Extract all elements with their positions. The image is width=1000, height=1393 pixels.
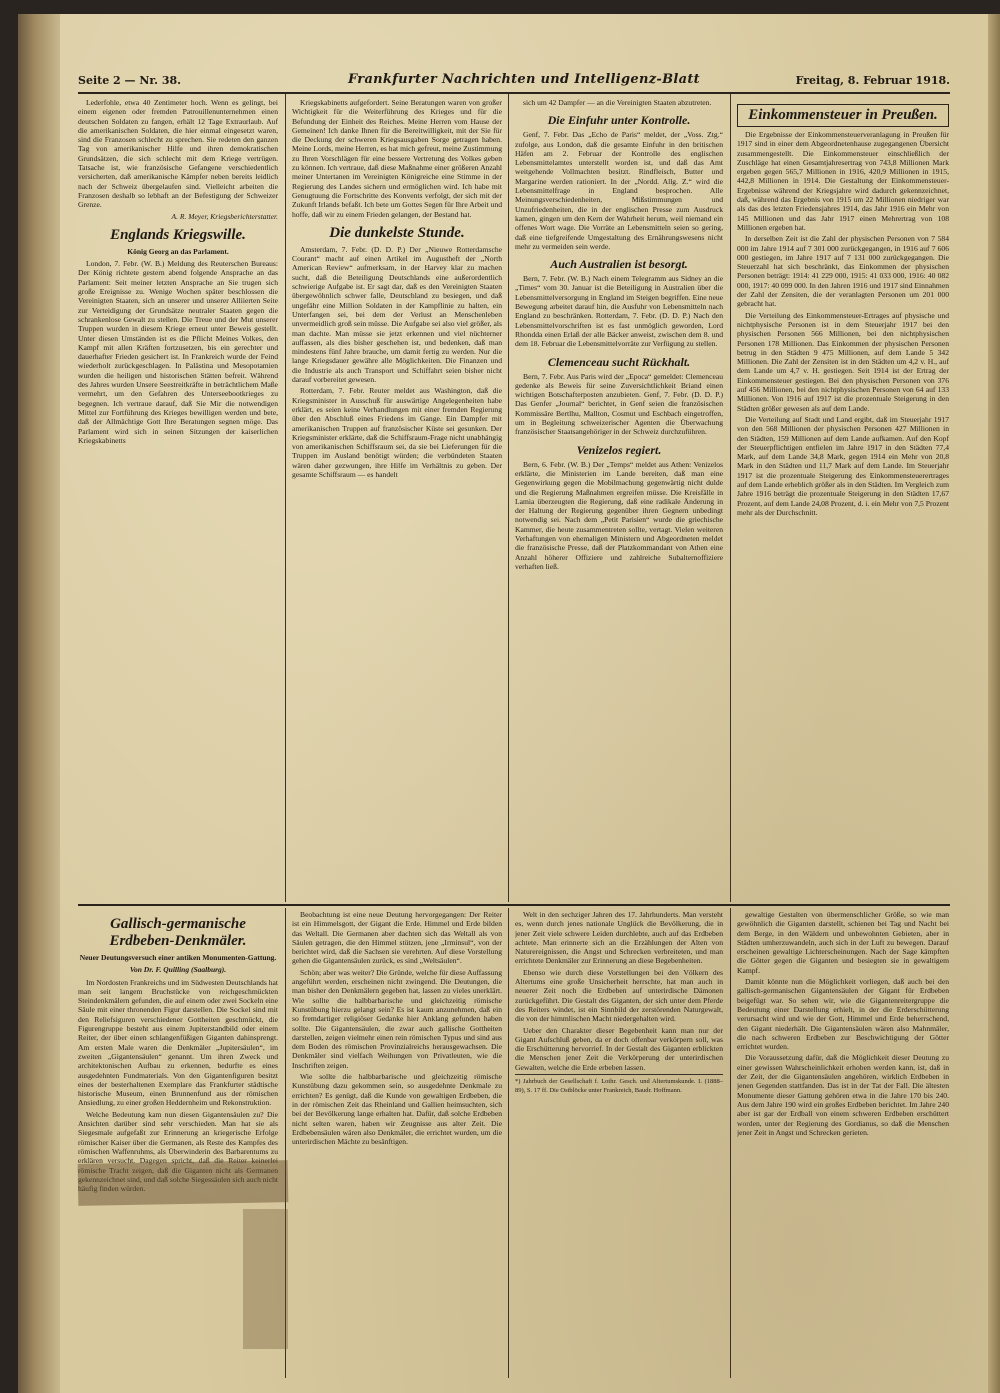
article-continuation: Lederfohle, etwa 40 Zentimeter hoch. Wenn es gelingt, bei einem eigenen oder fremden Patrouillenunternehmen einen deutschen Soldaten zu fangen, erhält 12 Tage Extraurlaub. Auf die amerikanischen Soldaten, die hier einmal eingesetzt waren, sind die Franzosen schlecht zu sprechen. Sie redeten den ganzen Tag von amerikanischer Hilfe und ihren demokratischen Grundsätzen, die sich schlecht mit dem Kriege vertrügen. Tatsache ist, wie französische Gefangene verschiedentlich versicherten, daß amerikanische Kämpfer neben bereits leidlich nach der Schweiz übergelaufen sind. Vielleicht arbeiten die Franzosen deshalb so lebhaft an der Befestigung der Schweizer Grenze. <box>78 98 278 210</box>
binding-spine <box>18 14 60 1393</box>
masthead <box>78 70 950 94</box>
article-body: Ueber den Charakter dieser Begebenheit kann man nur der Gigant Aufschluß geben, da er doch offenbar verkörpern soll, was die Erschütterung hervorrief. In der Gestalt des Giganten erblickten die Menschen jener Zeit die Verkörperung der unterirdischen Gewalten, welche die Erde erbeben lassen. <box>515 1025 723 1072</box>
subheadline: König Georg an das Parlament. <box>127 246 229 256</box>
column-4 <box>737 98 949 900</box>
article-body: Bern, 7. Febr. (W. B.) Nach einem Telegramm aus Sidney an die „Times“ vom 30. Januar ist die Beteiligung in Australien über die Lebensmittelversorgung in England im Steigen begriffen. Eine neue Bewegung arbeitet darauf hin, die Ausfuhr von Lebensmitteln nach England zu beschränken. Rotterdam, 7. Febr. (D. D. P.) Nach den Lebensmittelvorschriften ist es fast unmöglich geworden, Lord Rhondda einen Erlaß der alle Bäcker anweist, zwischen dem 8. und dem 18. Februar die Lebensmittelvorräte zur Verfügung zu stellen. <box>515 274 723 349</box>
article-continuation: Kriegskabinetts aufgefordert. Seine Beratungen waren von großer Wichtigkeit für die Weiterführung des Krieges und für die Befundung der Einheit des Reiches. Meine Herren vom Hause der Gemeinen! Ich danke Ihnen für die Bereitwilligkeit, mit der Sie für die Deckung der schweren Kriegsausgaben Sorge getragen haben. Meine Lords, meine Herren, es hat mich gefreut, meine Zustimmung zu Ihren Vorschlägen für eine bessere Vertretung des Volkes geben zu können. Ich vertraue, daß diese Maßnahme einer größeren Anzahl meiner Untertanen im Vereinigten Königreiche eine Stimme in der Regierung des Landes sichern und ermöglichen wird. Ich habe mit Genugtuung die Fortschritte des Konvents verfolgt, der sich mit der Zukunft Irlands befaßt. Ich bete um Gottes Segen für Ihre Arbeit und hoffe, daß wir zu einem Frieden gelangen, der Bestand hat. <box>292 98 502 219</box>
paper-stain <box>78 1160 289 1206</box>
newspaper-page <box>18 14 1000 1393</box>
article-body: Beobachtung ist eine neue Deutung hervorgegangen: Der Reiter ist ein Himmelsgott, der Gigant die Erde. Himmel und Erde bilden das Weltall. Die Germanen aber dachten sich das Weltall als von Säulen getragen, die den Himmel stützen, jene „Irminsul“, von der berichtet wird, daß die Sachsen sie verehrten. Auf diese Vorstellung gehen die Gigantensäulen zurück, es sind „Weltsäulen“. <box>292 910 502 966</box>
column-rule <box>730 908 731 1378</box>
column-rule <box>508 908 509 1378</box>
article-body: Schön; aber was weiter? Die Gründe, welche für diese Auffassung angeführt werden, erscheinen nicht zwingend. Die Deutungen, die man bisher den Denkmälern gegeben hat, lassen zu vieles unerklärt. Wie sollte die halbbarbarische und gleichzeitig römische Kunstübung hierzu gelangt sein? Es ist kaum anzunehmen, daß ein so fremdartiger religiöser Gedanke hier Anklang gefunden haben sollte. Die Gigantensäulen, die zwar auch gallische Gottheiten darstellen, zeigen vielmehr einen rein römischen Typus und sind aus dem Boden des römischen Provinzialreichs herausgewachsen. Die Denkmäler sind vielfach Weihungen von Privatleuten, wie die Inschriften zeigen. <box>292 967 502 1070</box>
article-body: Die Verteilung des Einkommensteuer-Ertrages auf physische und nichtphysische Personen ist in dem Steuerjahr 1917 bei den physischen Personen 566 Millionen, bei den nichtphysischen Personen 178 Millionen. Das Einkommen der physischen Personen betrug in den Städten 9 475 Millionen, auf dem Lande 5 342 Millionen. Die Zahl der Zensiten ist in den Städten um 4,2 v. H., auf dem Lande um 4,7 v. H. gestiegen. Seit 1914 ist der Ertrag der Einkommensteuer gestiegen. Bei den physischen Personen von 376 auf 456 Millionen, bei den nichtphysischen Personen von 64 auf 133 Millionen. Von 1916 auf 1917 ist die prozentuale Steigerung in den Städten größer gewesen als auf dem Lande. <box>737 310 949 413</box>
headline-australien: Auch Australien ist besorgt. <box>550 257 688 272</box>
article-body: Im Nordosten Frankreichs und im Südwesten Deutschlands hat man seit langem Bruchstücke von reichgeschmückten Steindenkmälern gefunden, die auf einem oder zwei Sockeln eine Säule mit einer thronenden Figur darstellen. Die Sockel sind mit den Reliefsiguren verschiedener Gottheiten geschmückt, die Figurengruppe besteht aus einem Jupiterstandbild oder einem Reiter, der über einen schlangenfüßigen Giganten dahinsprengt. Am ersten Male waren die Denkmäler „Jupitersäulen“, im zweiten „Gigantensäulen“ genannt. Um ihren Zweck und architektonischen Aufbau zu erkennen, bedurfte es eines ausgedehnten Fundmaterials. Von den Gigantenfiguren besitzt eines der besterhaltenen Exemplare das Frankfurter städtische historische Museum, einen Brunnenfund aus der römischen Ansiedlung, zu einer großen Heddernheim und Rekonstruktion. <box>78 977 278 1108</box>
article-body: Damit könnte nun die Möglichkeit vorliegen, daß auch bei den gallisch-germanischen Gigantensäulen der Gigant für Erdbeben beigefügt war. So sehen wir, wie die Gigantenreitergruppe die Bedeutung einer Darstellung erhielt, in der die Erderschütterung verursacht wird und wie der Gott, Himmel und Erde beherrschend, den Gigant niederhält. Die Gigantensäulen wären also Mahnmäler, die nach schweren Erdbeben zur Beschwichtigung der Götter errichtet wurden. <box>737 977 949 1052</box>
article-body: Rotterdam, 7. Febr. Reuter meldet aus Washington, daß die Kriegsminister in Ausschuß für auswärtige Angelegenheiten habe erklärt, es seien keine Verhandlungen mit einer fremden Regierung über den Abschluß eines Friedens im Gange. Ein Dampfer mit amerikanischen Truppen auf französischer Küste sei gesunken. Der Kriegsminister erklärte, daß die Schiffsraum-Frage nicht unabhängig von amerikanischen Schiffsraum sei, da sie bei Lieferungen für die Truppen im Ausland benötigt würden; die verbündeten Staaten wären daher gezwungen, ihre Hilfe im Verhältnis zu geben. Der gesamte Schiffsraum — es handelt <box>292 386 502 479</box>
section-divider <box>78 904 950 906</box>
headline-clemenceau: Clemenceau sucht Rückhalt. <box>547 354 691 369</box>
article-body: Die Ergebnisse der Einkommensteuerveranlagung in Preußen für 1917 sind in einer dem Abgeordnetenhause zugegangenen Übersicht zusammengestellt. Die Einkommensteuer einschließlich der Zuschläge hat einen Gesamtjahresertrag von 743,8 Millionen Mark ergeben gegen 565,7 Millionen in 1916, 420,9 Millionen in 1915, 442,8 Millionen in 1914. Die Gestaltung der Einkommensteuer-Ergebnisse während der Kriegsjahre wird dadurch gekennzeichnet, daß, während das Ergebnis von 1915 um 22 Millionen niedriger war als das des letzten Friedensjahres 1914, das Jahr 1916 ein Mehr von 145 Millionen und das Jahr 1917 einen Mehrertrag von 108 Millionen ergeben hat. <box>737 130 949 232</box>
article-body: Bern, 7. Febr. Aus Paris wird der „Epoca“ gemeldet: Clemenceau gedenke als Beweis für seine Zuversichtlichkeit Briand einen wichtigen Botschafterposten anzubieten. Genf, 7. Febr. (D. D. P.) Das Genfer „Journal“ berichtet, in Genf seien die französischen Kommissäre Bertlhu, Mallton, Cosmut und Eschbach eingetroffen, um in Begleitung schweizerischer Agenten die Überwachung französischer Staatsangehöriger in der Schweiz durchzuführen. <box>515 371 723 437</box>
article-signature: A. R. Meyer, Kriegsberichterstatter. <box>171 211 278 221</box>
article-body: Ebenso wie durch diese Vorstellungen bei den Völkern des Altertums eine große Unsicherheit herrschte, hat man auch in neuerer Zeit noch die Erdbeben auf unterirdische Dämonen zurückgeführt. Die Gestalt des Giganten, der sich unter dem Pferde des Reiters windet, ist ein Sinnbild der zerstörenden Naturgewalt, die von der himmlischen Macht niedergehalten wird. <box>515 967 723 1024</box>
article-body: Wie sollte die halbbarbarische und gleichzeitig römische Kunstübung dazu gekommen sein, so ausgedehnte Denkmale zu errichten? Es genügt, daß die Kunde von gewaltigen Erdbeben, die in der römischen Zeit das Rheinland und Gallien heimsuchten, sich bei der Bevölkerung lange erhalten hat. Dafür, daß solche Erdbeben nicht selten waren, haben wir Zeugnisse aus alter Zeit. Die Erdbebensäulen wären also Denkmäler, die errichtet wurden, um die unterirdischen Mächte zu besänftigen. <box>292 1072 502 1147</box>
article-body: Welche Bedeutung kam nun diesen Gigantensäulen zu? Die Ansichten darüber sind sehr verschieden. Man hat sie als Siegesmale aufgefaßt zur Erinnerung an kriegerische Erfolge römischer Kaiser über die Germanen, als Reste des Kampfes des römischen Waffenruhms, als Überwinderin des Barbarentums zu erklären versucht. Dagegen spricht, daß die Reiter keinerlei römische Tracht zeigen, daß die Giganten nicht als Germanen gekennzeichnet sind, und daß solche Siegessäulen sich auch nicht häufig finden würden. <box>78 1109 278 1194</box>
article-body: Welt in den sechziger Jahren des 17. Jahrhunderts. Man versteht es, wenn durch jenes nationale Unglück die Bevölkerung, die in jener Zeit viele schwere Leiden durchlebte, auch auf das Erdbeben achtete. Man erinnerte sich an die Erzählungen der Alten von Naturereignissen, die Angst und Schrecken verbreiteten, und man errichtete Denkmäler zur Erinnerung an diese Begebenheiten. <box>515 910 723 966</box>
article-body: gewaltige Gestalten von übermenschlicher Größe, so wie man gewöhnlich die Giganten darstellt, schienen bei Tag und Nacht bei dem Berge, in den Wäldern und unbewohnten Gebieten, aber in Städten umherzuwandeln, auch sich in der Luft zu bewegen. Darauf erscheinen gewaltige Lichterscheinungen. Nach der Sage kämpften die Götter gegen die Giganten und besiegten sie in gewaltigem Kampf. <box>737 910 949 975</box>
column-rule <box>730 94 731 902</box>
article-continuation: sich um 42 Dampfer — an die Vereinigten Staaten abzutreten. <box>523 98 712 107</box>
feuilleton-column-2 <box>292 910 502 1378</box>
column-3 <box>515 98 723 900</box>
article-body: Genf, 7. Febr. Das „Echo de Paris“ meldet, der „Voss. Ztg.“ zufolge, aus London, daß die gesamte Einfuhr in den britischen Häfen am 2. Februar der Kontrolle des englischen Lebensmittelamtes unterstellt worden ist, und daß das Amt weitgehende Vollmachten besitzt. Rindfleisch, Butter und Margarine werden rationiert. In der „Nordd. Allg. Z.“ wird die Lebensmittelfrage in England besprochen. Alle Meinungsverschiedenheiten, Mißstimmungen und Unzufriedenheiten, die in der englischen Presse zum Ausdruck kamen, gingen um den Kern der Wahrheit herum, weil niemand ein offenes Wort wage. Die Vorräte an Lebensmitteln seien so gering, daß eine tiefgreifende Umgestaltung des Ernährungswesens nicht mehr zu vermeiden sein werde. <box>515 130 723 251</box>
article-body: Die Verteilung auf Stadt und Land ergibt, daß im Steuerjahr 1917 von den 568 Millionen der physischen Personen 427 Millionen in den Städten, 159 Millionen auf dem Lande aufkamen. Auf den Kopf der Steuerpflichtigen entfielen im Jahre 1917 in den Städten 77,4 Mark, auf dem Lande 34,8 Mark, gegen 1914 ein Mehr von 20,8 Mark in den Städten und 11,7 Mark auf dem Lande. Im Steuerjahr 1917 ist die prozentuale Steigerung des Einkommensteuerertrages auf dem Lande erheblich größer als in den Städten. Im Vergleich zum Jahre 1916 beträgt die prozentuale Steigerung in den Städten 17,67 Prozent, auf dem Lande 24,08 Prozent, d. i. ein Mehr von 7,5 Prozent mehr als der Durchschnitt. <box>737 414 949 517</box>
paper-stain <box>243 1209 288 1349</box>
article-body: London, 7. Febr. (W. B.) Meldung des Reuterschen Bureaus: Der König richtete gestern abend folgende Ansprache an das Parlament: Seit meiner letzten Ansprache an Sie trugen sich große Ereignisse zu. Wenige Wochen später beschlossen die Vereinigten Staaten, sich an unserer und unserer Alliierten Seite zur Verteidigung der Grundsätze neutraler Staaten gegen die schrankenlose Gewalt zu stellen. Die Treue und der Mut unserer Truppen wurden in diesem Kriege erneut unter Beweis gestellt. Unter diesen Umständen ist es die Pflicht Meines Volkes, den Kampf mit allen Kräften fortzusetzen, bis ein gerechter und dauerhafter Frieden gesichert ist. In Frankreich wurde der Feind wiederholt zurückgeschlagen. In Palästina und Mesopotamien wurden die heiligen und historischen Stätten befreit. Während des Jahres wurden Unsere Seestreitkräfte in beträchtlichem Maße vermehrt, um den Gefahren des Unterseebootkrieges zu begegnen. Ich vertraue darauf, daß Sie Mir die notwendigen Mittel zur Fortführung des Krieges bewilligen werden und bete, daß der Allmächtige Gott Ihre Beratungen segnen möge. Das Parlament wird sich in seinen Sitzungen der kaiserlichen Kriegskabinetts <box>78 259 278 445</box>
author-line: Von Dr. F. Quilling (Saalburg). <box>129 965 227 975</box>
article-body: Bern, 6. Febr. (W. B.) Der „Temps“ meldet aus Athen: Venizelos erklärte, die Ministerien im Lande bereiten, daß man eine Gegenwirkung gegen die Mobilmachung gegenwärtig nicht dulde und die Regierung Maßnahmen ergreifen müsse. Die Kreisfälle in Lamia überzeugten die Regierung, daß eine radikale Änderung in der Haltung der Regierung gegenüber ihren Gegnern unbedingt notwendig sei. Nach dem „Petit Parisien“ wurde die griechische Kammer, die heute zusammentreten sollte, vertagt. Vielen weiteren Verhaftungen von ehemaligen Ministern und Abgeordneten meldet die französische Presse, daß der Platzkommandant von Athen eine Anzahl höherer Offiziere und zahlreiche Subalternoffiziere verhaften ließ. <box>515 459 723 571</box>
headline-einkommensteuer: Einkommensteuer in Preußen. <box>737 104 949 127</box>
headline-dunkelste-stunde: Die dunkelste Stunde. <box>329 224 465 241</box>
article-body: In derselben Zeit ist die Zahl der physischen Personen von 7 584 000 im Jahre 1914 auf 7 301 000 zurückgegangen, in 1916 auf 7 606 000 gestiegen, im Jahre 1917 auf 7 131 000 zurückgegangen. Die Steuerzahl hat sich beschränkt, das Einkommen der physischen Personen beträgt: 1914: 41 229 000, 1915: 41 033 000, 1916: 40 082 000, 1917: 40 099 000. In den Jahren 1916 und 1917 sind Einnahmen der Zahl der Zensiten, die der veranlagten Personen um 201 000 gebracht hat. <box>737 234 949 309</box>
feuilleton-column-3 <box>515 910 723 1378</box>
article-body: Amsterdam, 7. Febr. (D. D. P.) Der „Nieuwe Rotterdamsche Courant“ macht auf einen Artikel im Augustheft der „North American Review“ aufmerksam, in der Harvey klar zu machen sucht, daß die Beteiligung Deutschlands eine außerordentlich schwierige Aufgabe ist. Er sagt dar, daß es den Vereinigten Staaten übergewöhnlich schwer falle, Deutschland zu besiegen, und daß ungefähr eine Million Soldaten in der Kampflinie zu halten, ein Unterfangen sei, bei dem der Verlust an Menschenleben unvermeidlich groß sein müsse. Die Aufgabe sei also viel größer, als man dachte. Man müsse sie jetzt erkennen und viel nüchterner auffassen, als dies bisher geschehen ist, und bedenken, daß man mindestens fünf Jahre brauche, um damit fertig zu werden. Nur die lange Kriegsdauer gewähre alle Möglichkeiten. Die Finanzen und die Industrie als auch Transport und Schiffahrt seien bisher nicht darauf vorbereitet gewesen. <box>292 244 502 385</box>
column-2 <box>292 98 502 900</box>
page-number: Seite 2 — Nr. 38. <box>78 74 181 87</box>
column-1 <box>78 98 278 900</box>
headline-erdbeben-denkmaeler: Gallisch-germanische Erdbeben-Denkmäler. <box>109 916 247 949</box>
page-edge <box>988 14 1000 1393</box>
issue-date: Freitag, 8. Februar 1918. <box>795 74 950 87</box>
headline-einfuhr-kontrolle: Die Einfuhr unter Kontrolle. <box>547 113 691 128</box>
newspaper-title: Frankfurter Nachrichten und Intelligenz-Blatt <box>348 72 700 87</box>
column-rule <box>508 94 509 902</box>
headline-englands-kriegswille: Englands Kriegswille. <box>110 226 246 243</box>
footnote: *) Jahrbuch der Gesellschaft f. Lothr. Gesch. und Altertumskunde. I. (1888–89), S. 17 ff. Die Ostblöcke unter Frankreich, Baudr. Hoffmann. <box>515 1074 723 1096</box>
feuilleton-column-4 <box>737 910 949 1378</box>
column-rule <box>285 94 286 902</box>
article-body: Die Voraussetzung dafür, daß die Möglichkeit dieser Deutung zu einer gewissen Wahrscheinlichkeit erhoben werden kann, ist, daß in der Zeit, der die Gigantensäulen angehören, wirklich Erdbeben in jenen Gegenden stattfanden. Das ist in der Tat der Fall. Die ältesten Monumente dieser Gattung gehören etwa in die Jahre 170 bis 240. Aus dem Jahre 190 wird ein großes Erdbeben berichtet. Im Jahre 240 aber ist gar der Erdball von einem schweren Erdbeben erschüttert worden, unter der Regierung des Gordianus, so daß die Menschen jener Zeit in Angst und Schrecken gerieten. <box>737 1053 949 1137</box>
subheadline: Neuer Deutungsversuch einer antiken Monumenten-Gattung. <box>79 953 277 962</box>
headline-venizelos: Venizelos regiert. <box>576 442 662 457</box>
